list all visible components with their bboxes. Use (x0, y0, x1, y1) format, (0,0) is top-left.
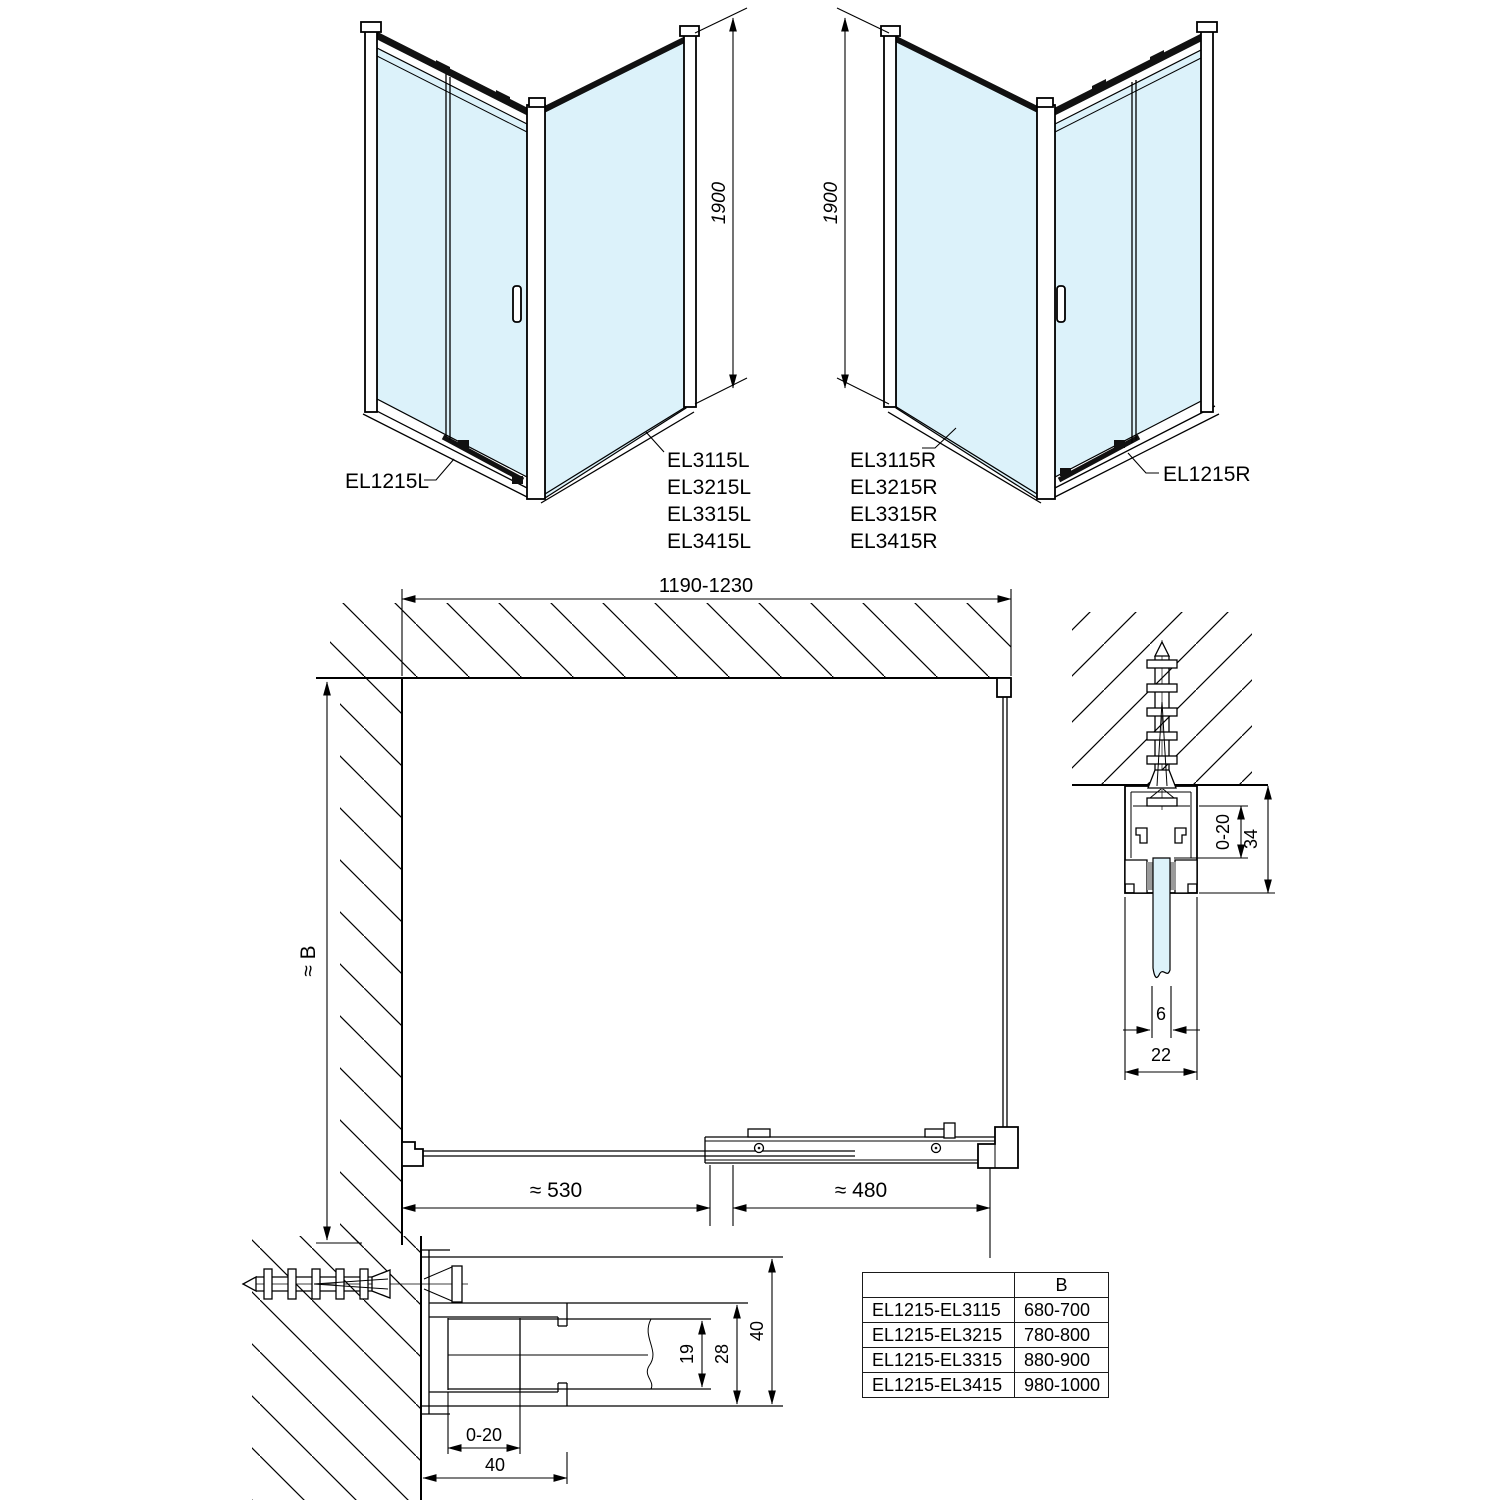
door-handle (1057, 286, 1065, 322)
corner-bracket (997, 678, 1011, 697)
gap-dim-label: 0-20 (1213, 813, 1233, 851)
door-label: EL1215L (345, 470, 430, 493)
height-dim-label: 1900 (821, 181, 842, 225)
wall-hatch-top (330, 603, 1011, 678)
glass-thickness-dim-label: 6 (1155, 1004, 1167, 1024)
door-glass (1055, 48, 1205, 477)
door-label: EL1215R (1163, 463, 1251, 486)
size-table (862, 1272, 1109, 1398)
corner-post (527, 105, 545, 499)
iso-view-left (345, 8, 751, 553)
height-dim-label: 1900 (709, 181, 730, 225)
door-stopper (944, 1123, 955, 1138)
door-roller (1114, 440, 1125, 448)
panel-label: EL3215R (850, 476, 938, 499)
wall-bracket (402, 1142, 423, 1166)
door-dimension (733, 1165, 990, 1258)
table-row (863, 1323, 1109, 1348)
profile-width-dimension (423, 1452, 567, 1484)
b-range-cell: 780-800 (1015, 1323, 1109, 1348)
table-header-b: B (1015, 1273, 1109, 1298)
table-row (863, 1298, 1109, 1323)
glass-thickness-dimension (1123, 986, 1200, 1038)
end-bracket (978, 1127, 1018, 1168)
iso-view-right (821, 8, 1251, 553)
wall-channel-profile (421, 1250, 783, 1414)
b-range-cell: 880-900 (1015, 1348, 1109, 1373)
break-line (647, 1319, 653, 1389)
table-header-model (863, 1273, 1015, 1298)
model-cell: EL1215-EL3115 (863, 1298, 1015, 1323)
width-dim-label: 1190-1230 (658, 575, 754, 597)
glass-section (1153, 858, 1170, 977)
wall-hatch-left (340, 678, 402, 1245)
panel-label: EL3215L (667, 476, 752, 499)
outer-dimension (747, 1259, 772, 1404)
b-range-cell: 680-700 (1015, 1298, 1109, 1323)
corner-post (1037, 105, 1055, 499)
profile-width-dim-label: 40 (484, 1455, 506, 1475)
fixed-panel-dimension (402, 1165, 710, 1226)
fixed-panel-dim-label: ≈ 530 (529, 1179, 583, 1202)
profile-height-dim-label: 34 (1241, 828, 1261, 850)
inner-dimension (711, 1305, 748, 1406)
door-roller (458, 440, 469, 448)
panel-label: EL3315R (850, 503, 938, 526)
model-cell: EL1215-EL3315 (863, 1348, 1015, 1373)
glass-unit-dim-label: 19 (677, 1343, 697, 1365)
profile-width-dim-label: 22 (1150, 1045, 1172, 1065)
gasket (1147, 862, 1153, 890)
door-glass (377, 48, 527, 477)
table-row (863, 1373, 1109, 1398)
door-dim-label: ≈ 480 (834, 1179, 888, 1202)
panel-label: EL3415L (667, 530, 752, 553)
profile-height-dimension (1199, 786, 1275, 893)
panel-label: EL3115L (667, 449, 750, 472)
gasket (1170, 862, 1176, 890)
table-row (863, 1348, 1109, 1373)
depth-dim-label: ≈ B (297, 945, 320, 977)
panel-label: EL3315L (667, 503, 752, 526)
glass-unit-dimension (673, 1319, 711, 1389)
frame-post (684, 33, 696, 407)
door-track-plan (402, 1123, 1018, 1168)
outer-dim-label: 40 (747, 1320, 767, 1342)
fixed-panel-section (242, 1236, 783, 1500)
plan-view (297, 575, 1018, 1258)
height-dimension (821, 8, 889, 404)
frame-post (365, 28, 377, 412)
model-cell: EL1215-EL3215 (863, 1323, 1015, 1348)
height-dimension (695, 8, 747, 404)
inner-dim-label: 28 (712, 1343, 732, 1365)
door-roller (1060, 468, 1071, 476)
adjust-dim-label: 0-20 (465, 1425, 503, 1445)
frame-post (1201, 28, 1213, 412)
b-range-cell: 980-1000 (1015, 1373, 1109, 1398)
leader-line (1128, 453, 1159, 473)
model-cell: EL1215-EL3415 (863, 1373, 1015, 1398)
side-panel-plan (997, 678, 1011, 1142)
frame-post (884, 33, 896, 407)
door-handle (513, 286, 521, 322)
panel-label: EL3115R (850, 449, 937, 472)
panel-label: EL3415R (850, 530, 938, 553)
door-roller (512, 476, 523, 484)
wall-profile-section (1072, 612, 1275, 1080)
